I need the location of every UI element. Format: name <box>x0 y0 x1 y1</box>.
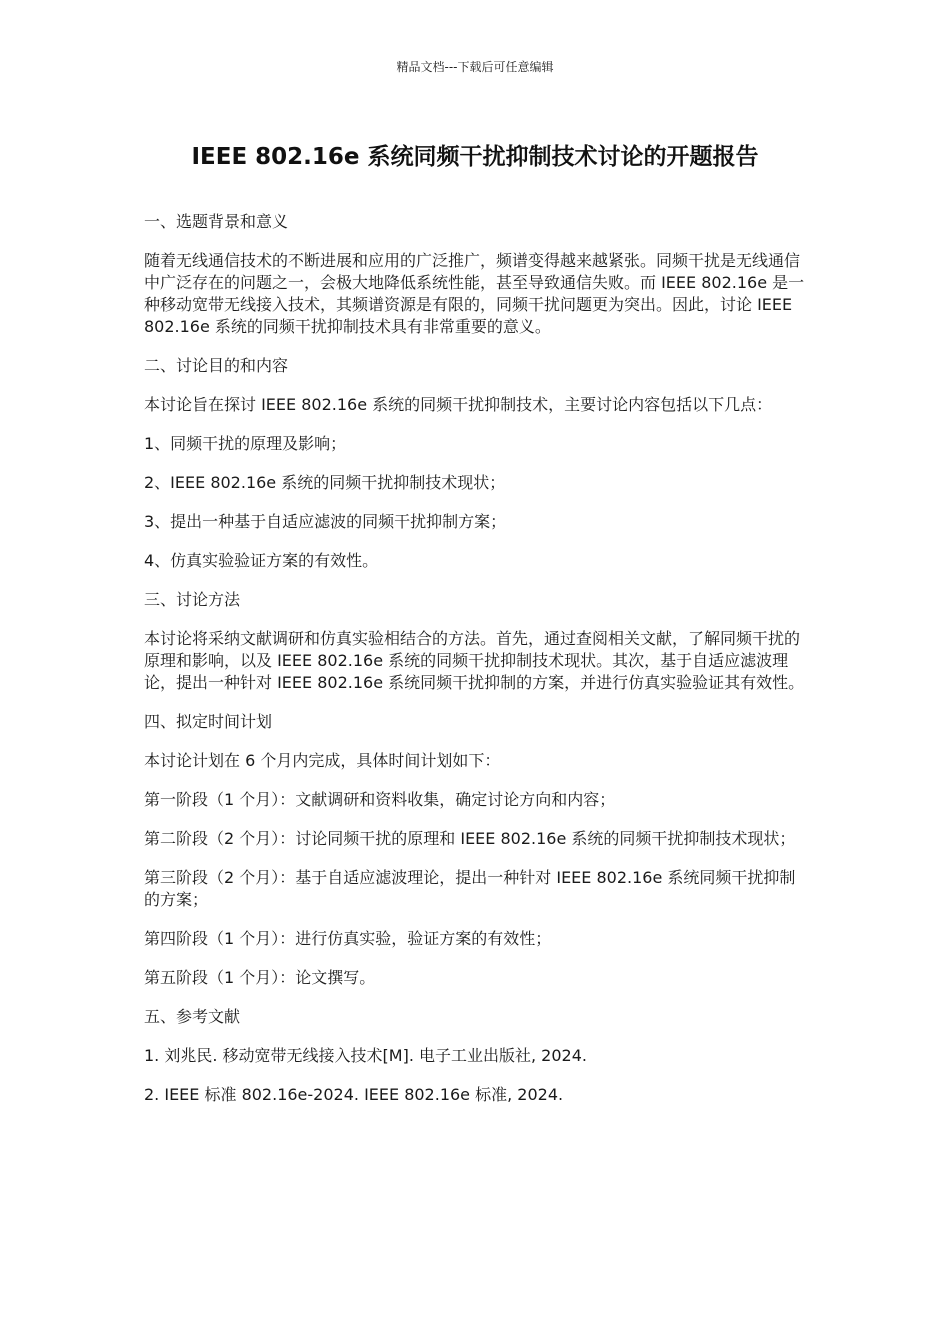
list-item: 3、提出一种基于自适应滤波的同频干扰抑制方案； <box>144 512 507 531</box>
schedule-item: 第三阶段（2 个月）：基于自适应滤波理论，提出一种针对 IEEE 802.16e 系统同频干扰抑制的方案； <box>144 868 796 909</box>
document-body <box>144 211 806 1123</box>
section-heading-references: 五、参考文献 <box>144 1007 241 1026</box>
section-heading-methods: 三、讨论方法 <box>144 590 241 609</box>
paragraph-background: 随着无线通信技术的不断进展和应用的广泛推广，频谱变得越来越紧张。同频干扰是无线通信中广泛存在的问题之一，会极大地降低系统性能，甚至导致通信失败。而 IEEE 802.16e 是一种移动宽带无线接入技术，其频谱资源是有限的，同频干扰问题更为突出。因此，讨论 IEEE 802.16e 系统的同频干扰抑制技术具有非常重要的意义。 <box>144 251 805 336</box>
section-heading-schedule: 四、拟定时间计划 <box>144 712 273 731</box>
reference-item: 2. IEEE 标准 802.16e-2024. IEEE 802.16e 标准, 2024. <box>144 1085 564 1104</box>
document-title: IEEE 802.16e 系统同频干扰抑制技术讨论的开题报告 <box>191 144 759 170</box>
list-item: 1、同频干扰的原理及影响； <box>144 434 347 453</box>
schedule-item: 第四阶段（1 个月）：进行仿真实验，验证方案的有效性； <box>144 929 552 948</box>
section-heading-background: 一、选题背景和意义 <box>144 212 289 231</box>
schedule-item: 第五阶段（1 个月）：论文撰写。 <box>144 968 376 987</box>
paragraph-objectives-intro: 本讨论旨在探讨 IEEE 802.16e 系统的同频干扰抑制技术，主要讨论内容包括以下几点： <box>144 395 773 414</box>
reference-item: 1. 刘兆民. 移动宽带无线接入技术[M]. 电子工业出版社, 2024. <box>144 1046 587 1065</box>
schedule-item: 第一阶段（1 个月）：文献调研和资料收集，确定讨论方向和内容； <box>144 790 616 809</box>
list-item: 2、IEEE 802.16e 系统的同频干扰抑制技术现状； <box>144 473 506 492</box>
section-heading-objectives: 二、讨论目的和内容 <box>144 356 289 375</box>
paragraph-methods: 本讨论将采纳文献调研和仿真实验相结合的方法。首先，通过查阅相关文献，了解同频干扰的原理和影响，以及 IEEE 802.16e 系统的同频干扰抑制技术现状。其次，基于自适应滤波理论，提出一种针对 IEEE 802.16e 系统同频干扰抑制的方案，并进行仿真实验验证其有效性。 <box>144 629 805 692</box>
list-item: 4、仿真实验验证方案的有效性。 <box>144 551 379 570</box>
schedule-item: 第二阶段（2 个月）：讨论同频干扰的原理和 IEEE 802.16e 系统的同频干扰抑制技术现状； <box>144 829 796 848</box>
paragraph-schedule-intro: 本讨论计划在 6 个月内完成，具体时间计划如下： <box>144 751 501 770</box>
header-note: 精品文档---下载后可任意编辑 <box>396 60 554 74</box>
